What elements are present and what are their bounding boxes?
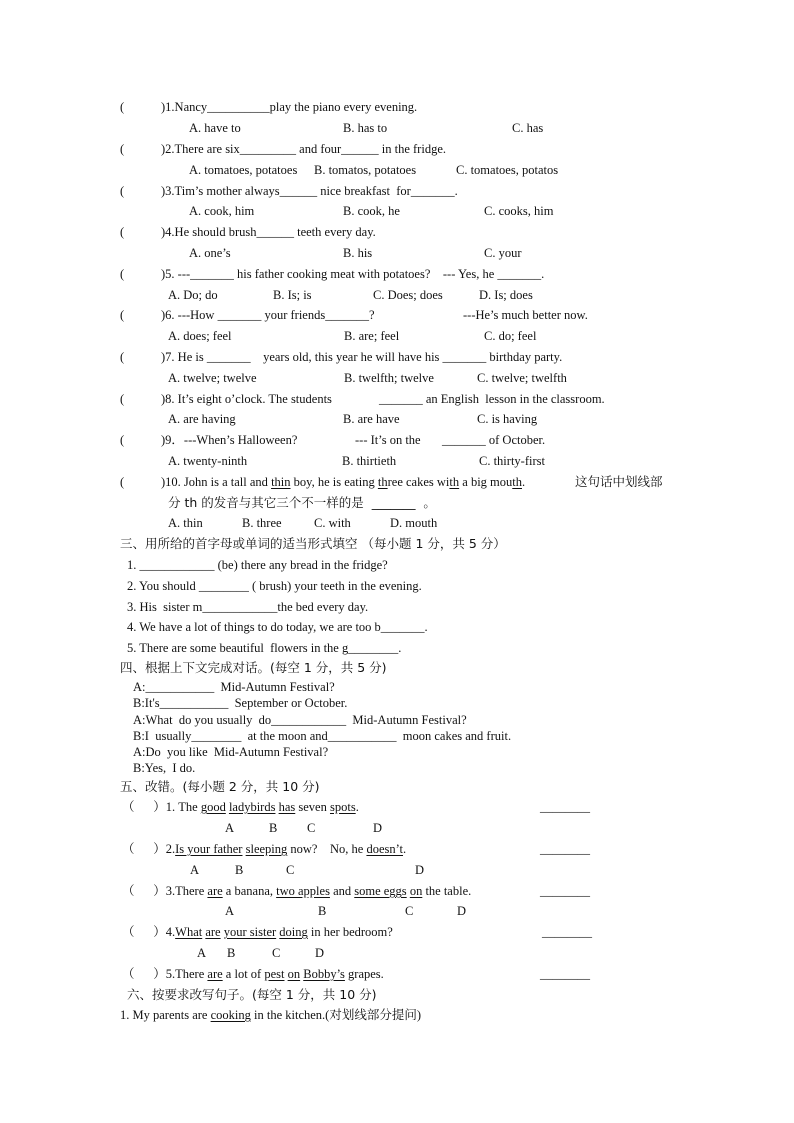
dialogue-line-4: B:I usually________ at the moon and___________ moon cakes and fruit. bbox=[133, 729, 512, 743]
q10-underlined-with: th bbox=[449, 475, 460, 489]
q4-bracket: ( bbox=[120, 225, 125, 239]
error-q2-answer-blank: ________ bbox=[540, 842, 590, 856]
q1-option-c: C. has bbox=[512, 121, 544, 135]
fill-item-2: 2. You should ________ ( brush) your teeth in the evening. bbox=[127, 579, 422, 593]
error-q1: （ ）1. The good ladybirds has seven spots. bbox=[122, 800, 359, 814]
q5-option-d: D. Is; does bbox=[479, 288, 533, 302]
q3-option-a: A. cook, him bbox=[189, 204, 255, 218]
q6-option-b: B. are; feel bbox=[344, 329, 400, 343]
dialogue-line-2: B:It's___________ September or October. bbox=[133, 696, 348, 710]
fill-item-1: 1. ____________ (be) there any bread in the fridge? bbox=[127, 558, 388, 572]
q2-option-b: B. tomatos, potatoes bbox=[314, 163, 417, 177]
q10-instruction-line2: 分 th 的发音与其它三个不一样的是 _______ 。 bbox=[168, 495, 436, 510]
q5-option-b: B. Is; is bbox=[273, 288, 312, 302]
q1-option-a: A. have to bbox=[189, 121, 241, 135]
fill-item-4: 4. We have a lot of things to do today, we are too b_______. bbox=[127, 620, 428, 634]
q2-bracket: ( bbox=[120, 142, 125, 156]
q8-bracket: ( bbox=[120, 392, 125, 406]
q10-underlined-mouth: th bbox=[512, 475, 522, 489]
error-q3-label-b: B bbox=[318, 904, 327, 918]
q10-text: . bbox=[522, 475, 526, 489]
error-q3-answer-blank: ________ bbox=[540, 884, 590, 898]
q8-option-b: B. are have bbox=[343, 412, 400, 426]
q8-stem-end: _______ an English lesson in the classroom. bbox=[379, 392, 605, 406]
error-q4-label-d: D bbox=[315, 946, 325, 960]
error-q3-label-d: D bbox=[457, 904, 467, 918]
q9-stem-end: _______ of October. bbox=[442, 433, 546, 447]
q10-option-a: A. thin bbox=[168, 516, 203, 530]
fill-item-5: 5. There are some beautiful flowers in the g________. bbox=[127, 641, 402, 655]
error-q1-label-a: A bbox=[225, 821, 235, 835]
error-q5: （ ）5.There are a lot of pest on Bobby’s grapes. bbox=[122, 967, 384, 981]
q6-stem: )6. ---How _______ your friends_______? bbox=[161, 308, 375, 322]
q7-option-c: C. twelve; twelfth bbox=[477, 371, 567, 385]
error-q2: （ ）2.Is your father sleeping now? No, he doesn’t. bbox=[122, 842, 407, 856]
error-q1-answer-blank: ________ bbox=[540, 800, 590, 814]
error-q3-label-c: C bbox=[405, 904, 414, 918]
q6-stem-answer: ---He’s much better now. bbox=[463, 308, 588, 322]
q3-option-b: B. cook, he bbox=[343, 204, 400, 218]
q9-option-a: A. twenty-ninth bbox=[168, 454, 248, 468]
error-q4: （ ）4.What are your sister doing in her bedroom? bbox=[122, 925, 393, 939]
q10-text: wi bbox=[436, 475, 450, 489]
q1-stem: )1.Nancy__________play the piano every evening. bbox=[161, 100, 418, 114]
error-q1-label-c: C bbox=[307, 821, 316, 835]
q8-option-a: A. are having bbox=[168, 412, 236, 426]
q7-stem: )7. He is _______ years old, this year he will have his _______ birthday party. bbox=[161, 350, 563, 364]
q7-bracket: ( bbox=[120, 350, 125, 364]
q4-stem: )4.He should brush______ teeth every day. bbox=[161, 225, 376, 239]
q10-stem bbox=[161, 474, 525, 490]
error-q2-label-c: C bbox=[286, 863, 295, 877]
q3-option-c: C. cooks, him bbox=[484, 204, 554, 218]
q10-option-b: B. three bbox=[242, 516, 282, 530]
q4-option-c: C. your bbox=[484, 246, 522, 260]
q1-option-b: B. has to bbox=[343, 121, 388, 135]
q10-text: ree cakes bbox=[387, 475, 437, 489]
q5-option-a: A. Do; do bbox=[168, 288, 218, 302]
q9-stem-answer: --- It’s on the bbox=[355, 433, 421, 447]
error-q4-answer-blank: ________ bbox=[542, 925, 592, 939]
q10-text: boy, he is eating bbox=[290, 475, 378, 489]
q5-stem: )5. ---_______ his father cooking meat with potatoes? --- Yes, he _______. bbox=[161, 267, 545, 281]
q10-option-c: C. with bbox=[314, 516, 351, 530]
error-q2-label-b: B bbox=[235, 863, 244, 877]
section-3-title: 三、用所给的首字母或单词的适当形式填空 （每小题 1 分，共 5 分） bbox=[120, 536, 506, 551]
q10-underlined-three: th bbox=[377, 475, 388, 489]
error-q4-label-b: B bbox=[227, 946, 236, 960]
q9-bracket: ( bbox=[120, 433, 125, 447]
dialogue-line-6: B:Yes, I do. bbox=[133, 761, 196, 775]
q9-option-b: B. thirtieth bbox=[342, 454, 397, 468]
error-q3-label-a: A bbox=[225, 904, 235, 918]
q9-stem: )9．---When’s Halloween? bbox=[161, 433, 298, 447]
error-q4-label-c: C bbox=[272, 946, 281, 960]
q4-option-b: B. his bbox=[343, 246, 373, 260]
error-q2-label-d: D bbox=[415, 863, 425, 877]
q2-option-c: C. tomatoes, potatos bbox=[456, 163, 559, 177]
q10-underlined-thin: thin bbox=[271, 475, 291, 489]
section-6-title: 六、按要求改写句子。(每空 1 分，共 10 分) bbox=[127, 987, 377, 1002]
q6-option-c: C. do; feel bbox=[484, 329, 537, 343]
q1-bracket: ( bbox=[120, 100, 125, 114]
error-q1-label-d: D bbox=[373, 821, 383, 835]
q4-option-a: A. one’s bbox=[189, 246, 231, 260]
q10-bracket: ( bbox=[120, 475, 125, 489]
q7-option-b: B. twelfth; twelve bbox=[344, 371, 434, 385]
q6-bracket: ( bbox=[120, 308, 125, 322]
dialogue-line-5: A:Do you like Mid-Autumn Festival? bbox=[133, 745, 329, 759]
error-q1-label-b: B bbox=[269, 821, 278, 835]
q10-text: a big mou bbox=[459, 475, 513, 489]
q10-option-d: D. mouth bbox=[390, 516, 438, 530]
section-5-title: 五、改错。(每小题 2 分，共 10 分) bbox=[120, 779, 320, 794]
error-q3: （ ）3.There are a banana, two apples and some eggs on the table. bbox=[122, 884, 472, 898]
q8-stem: )8. It’s eight o’clock. The students bbox=[161, 392, 332, 406]
q10-instruction: 这句话中划线部 bbox=[575, 474, 663, 489]
q5-bracket: ( bbox=[120, 267, 125, 281]
error-q4-label-a: A bbox=[197, 946, 207, 960]
q2-option-a: A. tomatoes, potatoes bbox=[189, 163, 298, 177]
q3-stem: )3.Tim’s mother always______ nice breakfast for_______. bbox=[161, 184, 458, 198]
dialogue-line-3: A:What do you usually do____________ Mid-Autumn Festival? bbox=[133, 713, 467, 727]
dialogue-line-1: A:___________ Mid-Autumn Festival? bbox=[133, 680, 335, 694]
q8-option-c: C. is having bbox=[477, 412, 538, 426]
q6-option-a: A. does; feel bbox=[168, 329, 232, 343]
q9-option-c: C. thirty-first bbox=[479, 454, 545, 468]
q3-bracket: ( bbox=[120, 184, 125, 198]
fill-item-3: 3. His sister m____________the bed every day. bbox=[127, 600, 369, 614]
rewrite-q1: 1. My parents are cooking in the kitchen.(对划线部分提问) bbox=[120, 1008, 422, 1022]
q2-stem: )2.There are six_________ and four______ in the fridge. bbox=[161, 142, 446, 156]
error-q5-answer-blank: ________ bbox=[540, 967, 590, 981]
q7-option-a: A. twelve; twelve bbox=[168, 371, 257, 385]
q5-option-c: C. Does; does bbox=[373, 288, 443, 302]
q10-text: )10. John is a tall and bbox=[161, 475, 272, 489]
section-4-title: 四、根据上下文完成对话。(每空 1 分，共 5 分) bbox=[120, 660, 387, 675]
error-q2-label-a: A bbox=[190, 863, 200, 877]
